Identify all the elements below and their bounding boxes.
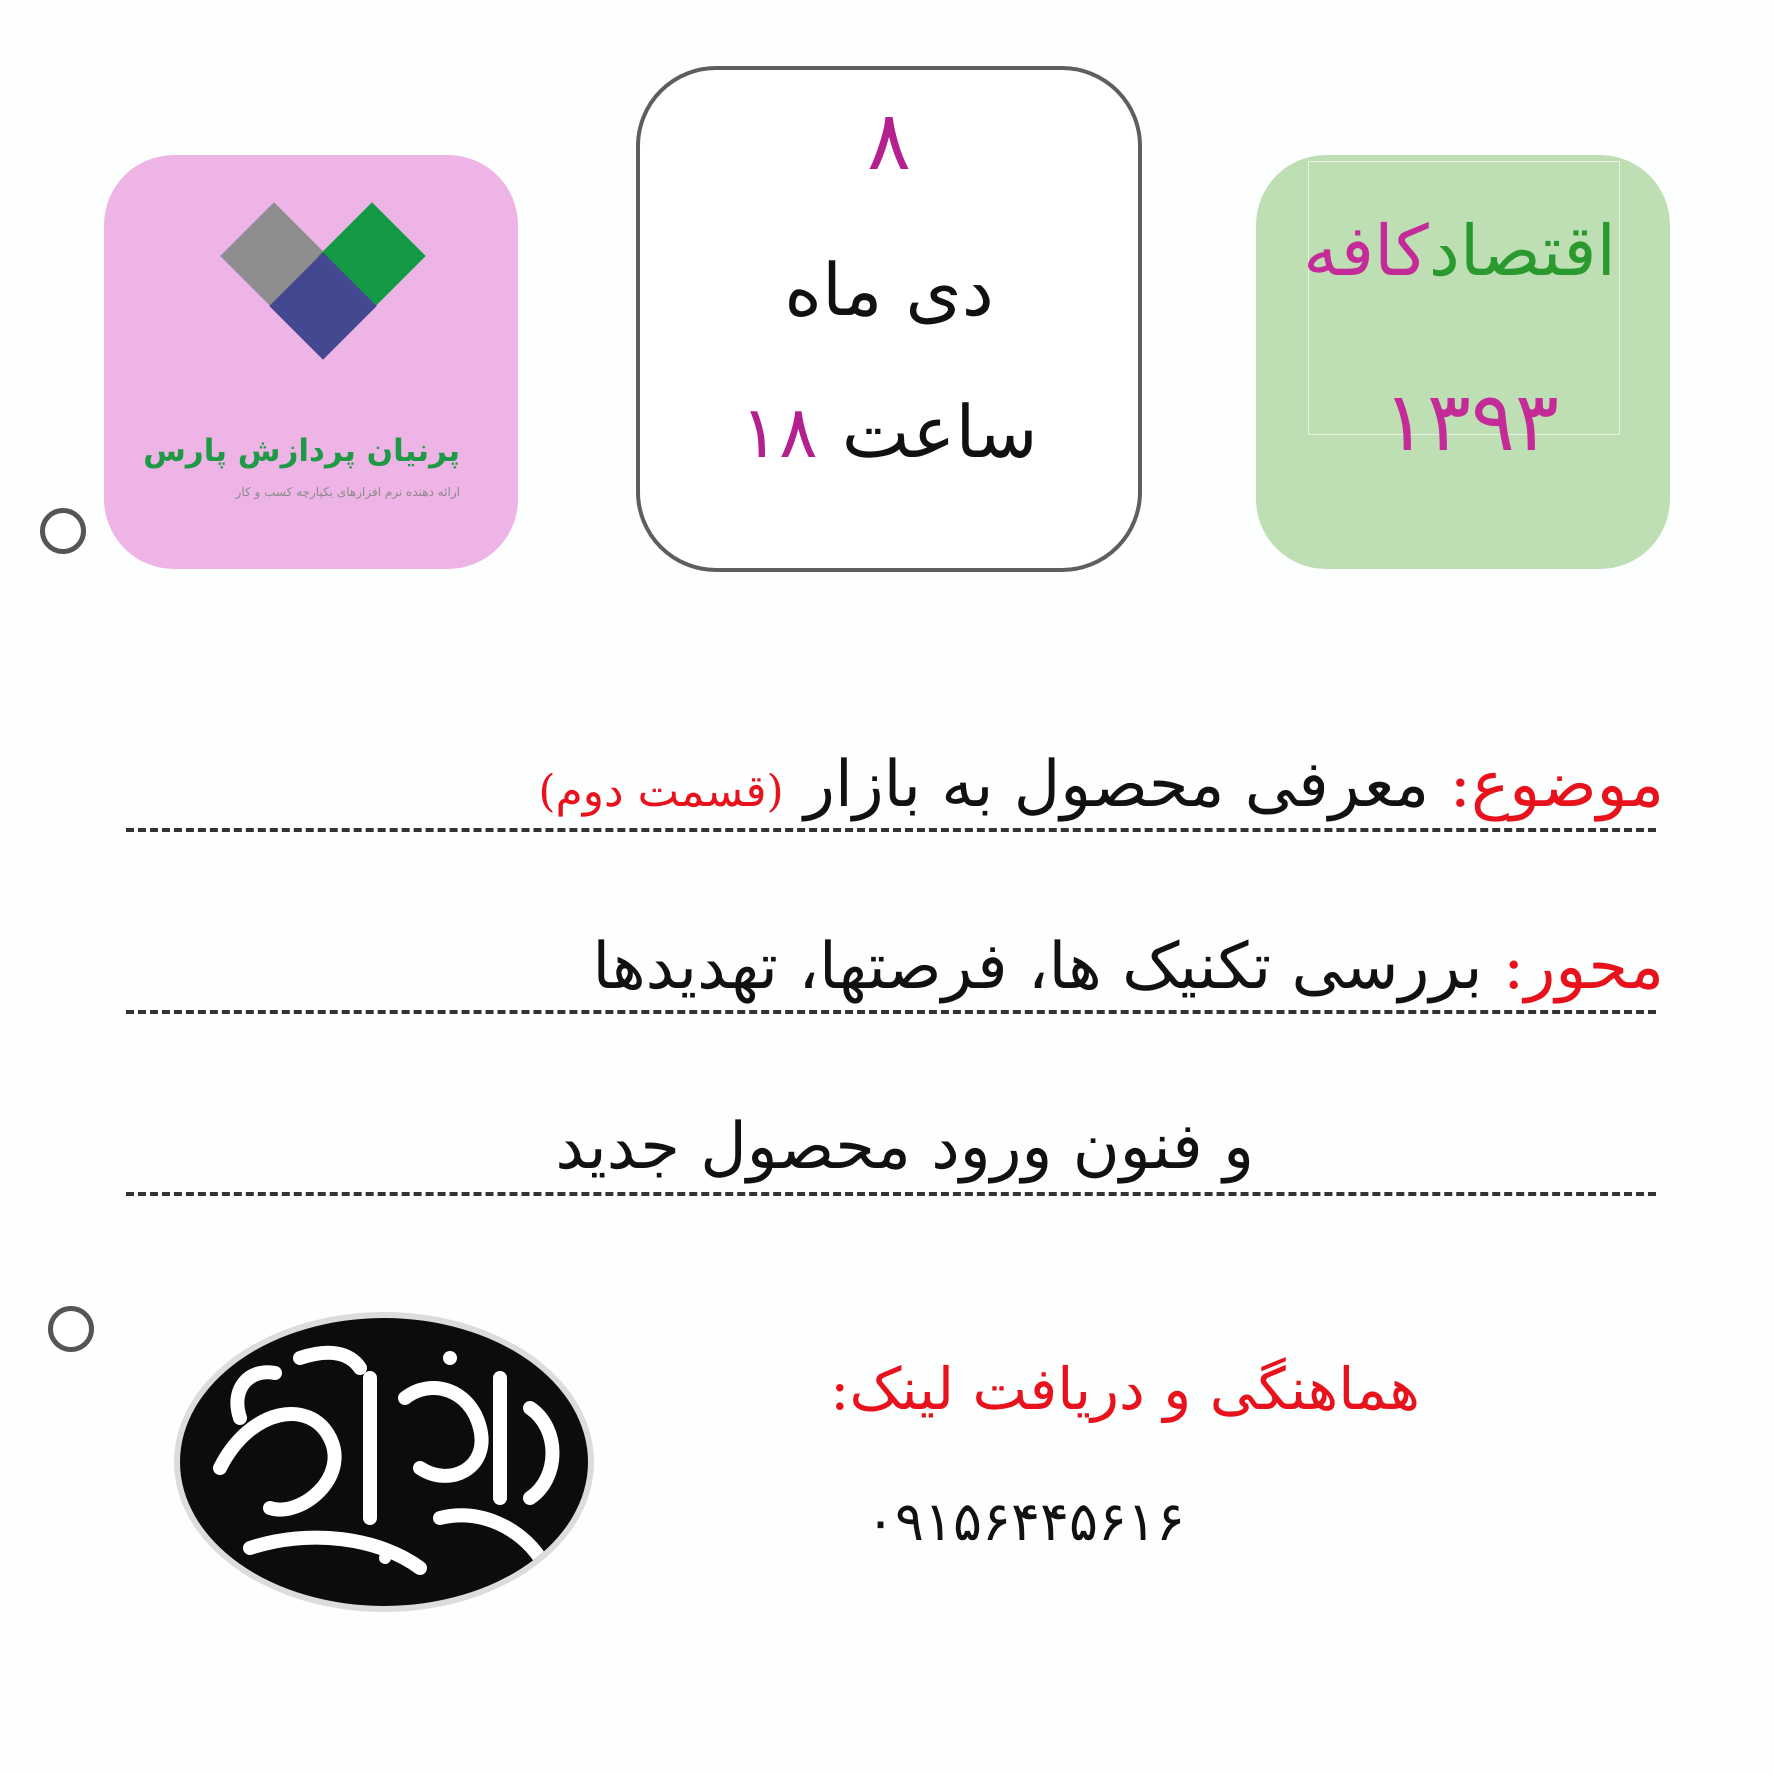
cafe-word-eghtesad: اقتصاد: [1428, 210, 1616, 292]
topic-text: معرفی محصول به بازار: [804, 748, 1430, 822]
cafe-logo-card: [1256, 155, 1670, 569]
ring-hole-icon: [48, 1306, 94, 1352]
axis-line: [592, 930, 1664, 1004]
company-tagline: ارائه دهنده نرم افزارهای یکپارچه کسب و کار: [235, 485, 460, 499]
dotted-divider: [126, 828, 1656, 832]
company-logo-card: [104, 155, 518, 569]
event-time: [640, 390, 1138, 474]
company-name: پرنیان پردازش پارس: [143, 433, 460, 469]
cafe-year: ۱۳۹۳: [1382, 375, 1560, 470]
topic-note: (قسمت دوم): [538, 766, 784, 817]
event-month: دی ماه: [784, 248, 994, 332]
cafe-logo-wordmark: [1303, 210, 1616, 292]
contact-phone[interactable]: ۰۹۱۵۶۴۴۵۶۱۶: [866, 1490, 1186, 1553]
axis-text-line1: بررسی تکنیک ها، فرصتها، تهدیدها: [592, 930, 1483, 1004]
axis-line-2: [555, 1110, 1254, 1184]
ring-hole-icon: [40, 508, 86, 554]
event-date-card: [636, 66, 1142, 572]
axis-label: محور:: [1502, 930, 1664, 1004]
company-logo-icon: [214, 200, 414, 400]
contact-title: هماهنگی و دریافت لینک:: [829, 1355, 1420, 1423]
topic-label: موضوع:: [1449, 748, 1664, 822]
dotted-divider: [126, 1192, 1656, 1196]
event-time-value: ۱۸: [740, 390, 818, 474]
event-time-label: ساعت: [841, 390, 1038, 474]
cafe-word-kafe: کافه: [1303, 210, 1429, 292]
signature-seal: [174, 1312, 594, 1612]
topic-line: [538, 748, 1664, 822]
dotted-divider: [126, 1010, 1656, 1014]
calligraphy-seal-icon: [180, 1318, 594, 1612]
axis-text-line2: و فنون ورود محصول جدید: [555, 1110, 1254, 1184]
event-day: ۸: [866, 94, 912, 189]
